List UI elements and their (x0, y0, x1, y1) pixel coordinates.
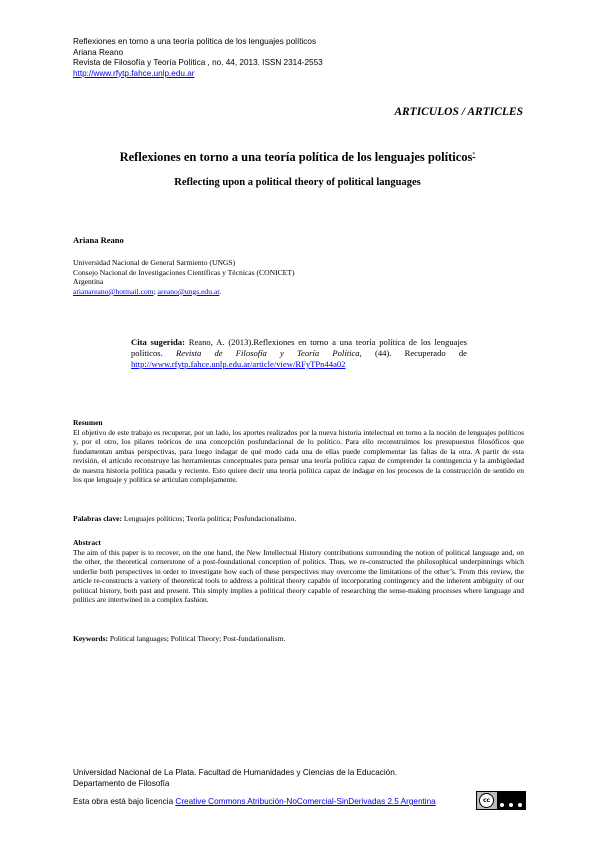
page-header (73, 37, 323, 79)
creative-commons-icon[interactable] (476, 791, 526, 810)
title-footnote-link[interactable]: * (472, 151, 476, 158)
affiliation-university: Universidad Nacional de General Sarmiento (UNGS) (73, 258, 236, 267)
keywords-text: Political languages; Political Theory; Post-fundationalism. (108, 634, 286, 643)
article-title (0, 150, 595, 165)
header-title: Reflexiones en torno a una teoría política de los lenguajes políticos (73, 37, 317, 46)
cc-logo-icon: cc (479, 793, 494, 808)
license-text: Esta obra está bajo licencia (73, 797, 176, 806)
license-notice (73, 797, 436, 806)
section-label: ARTICULOS / ARTICLES (394, 106, 523, 118)
email-link-ungs[interactable]: areano@ungs.edu.ar (157, 286, 220, 296)
footer-department: Departamento de Filosofía (73, 778, 170, 788)
abstract-heading: Abstract (73, 538, 101, 547)
affiliation-country: Argentina (73, 277, 104, 287)
resumen-heading: Resumen (73, 418, 103, 427)
license-link[interactable]: Creative Commons Atribución-NoComercial-SinDerivadas 2.5 Argentina (175, 797, 436, 806)
palabras-clave-label: Palabras clave: (73, 514, 122, 523)
keywords (73, 634, 524, 644)
article-subtitle: Reflecting upon a political theory of political languages (174, 177, 421, 188)
author-affiliation (73, 258, 295, 296)
affiliation-council: Consejo Nacional de Investigaciones Científicas y Técnicas (CONICET) (73, 267, 295, 277)
page-footer (73, 768, 397, 789)
header-author: Ariana Reano (73, 47, 124, 57)
resumen-text: El objetivo de este trabajo es recuperar, por un lado, los aportes realizados por la nueva historia intelectual en torno a la noción de lenguajes políticos y, por el otro, los pilares teóricos de una concepción posfundacional de lo político. Para ello reconstruimos los presupuestos filosóficos que fundamentan ambas perspectivas, para luego indagar de qué modo cada una de ellas puede complementar las faltas de la otra. A partir de esta revisión, el artículo reconstruye las herramientas conceptuales para pensar una teoría política capaz de comprender la contingencia y la ambigüedad de nuestra historia política pasada y reciente. Esto quiere decir una teoría política capaz de indagar en los procesos de la construcción de sentido en los que lenguaje y política se articulan complejamente. (73, 427, 524, 484)
header-journal-link[interactable]: http://www.rfytp.fahce.unlp.edu.ar (73, 68, 195, 78)
resumen-section (73, 418, 524, 485)
abstract-section (73, 538, 524, 605)
cc-conditions-icon (497, 792, 525, 809)
citation-journal: Revista de Filosofía y Teoría Política (175, 348, 360, 358)
palabras-clave (73, 514, 524, 524)
palabras-clave-text: Lenguajes políticos; Teoría política; Posfundacionalismo. (121, 514, 297, 523)
keywords-label: Keywords: (73, 634, 108, 643)
article-title-text: Reflexiones en torno a una teoría política de los lenguajes políticos (119, 150, 473, 164)
abstract-text: The aim of this paper is to recover, on the one hand, the New Intellectual History contributions surrounding the notion of political language and, on the other, the theoretical cornerstone of a post-foundational conception of politics. Thus, we re-constructed the philosophical underpinnings which underlie both perspectives in order to investigate how each of these perspectives may overcome the limitations of the other’s. From this review, the article re-constructs a variety of theoretical tools to address a political theory capable of incorporating contingency and the inherent ambiguity of our political history, both past and present. This simply implies a political theory capable of researching the sense-making processes where language and politics are intertwined in a complex fashion. (73, 547, 524, 604)
citation-label: Cita sugerida: (131, 337, 185, 347)
author-name: Ariana Reano (73, 235, 124, 245)
header-journal: Revista de Filosofía y Teoría Política , no. 44, 2013. ISSN 2314-2553 (73, 58, 323, 68)
affiliation-emails: arianareano@hotmail.com; areano@ungs.edu.ar. (73, 286, 222, 296)
suggested-citation: Cita sugerida: Reano, A. (2013).Reflexiones en torno a una teoría política de los lenguajes políticos. Revista de Filosofía y Teoría Política, (44). Recuperado de http://www.rfytp.fahce.unlp.edu.ar/article/view/RFyTPn44a02 (131, 337, 467, 369)
citation-url-link[interactable]: http://www.rfytp.fahce.unlp.edu.ar/article/view/RFyTPn44a02 (131, 359, 346, 369)
email-link-hotmail[interactable]: arianareano@hotmail.com (73, 286, 154, 296)
footer-institution: Universidad Nacional de La Plata. Facultad de Humanidades y Ciencias de la Educación. (73, 768, 398, 777)
